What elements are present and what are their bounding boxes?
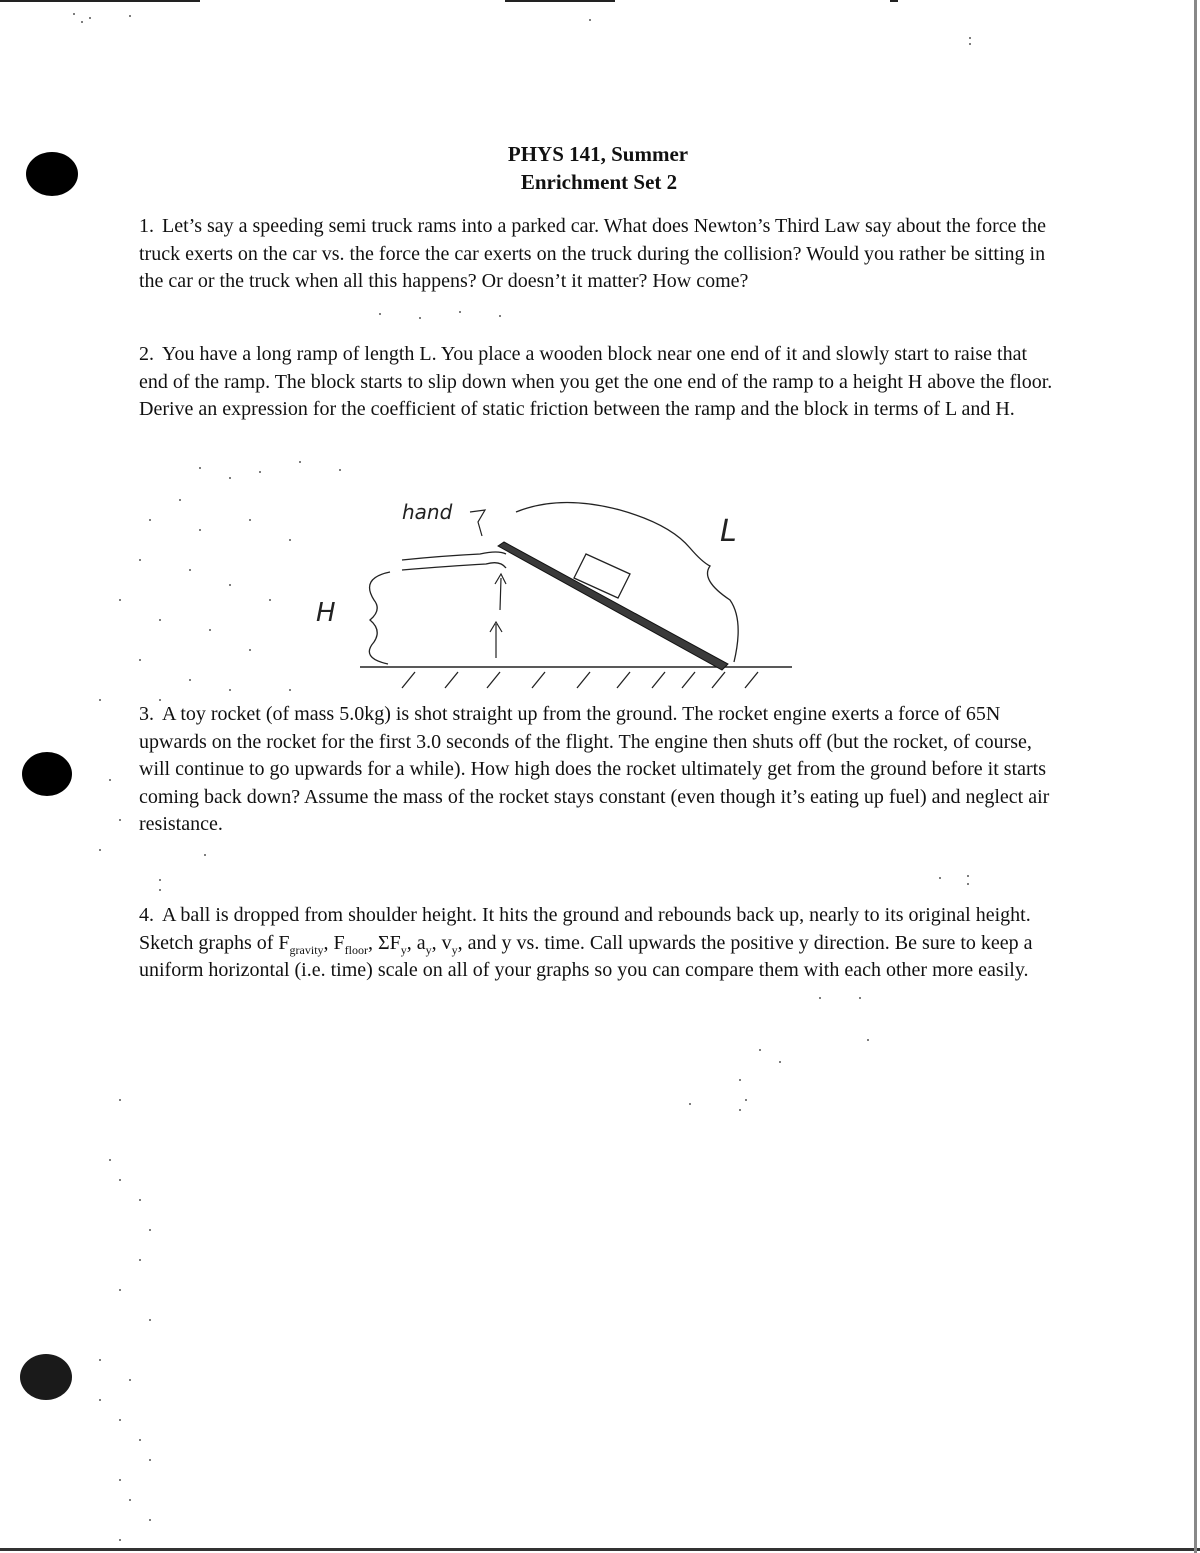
length-brace (516, 502, 738, 662)
subscript-y: y (400, 942, 407, 957)
question-text: You have a long ramp of length L. You place a wooden block near one end of it and slowly start to raise that end of the ramp. The block starts to slip down when you get the one end of the ramp to a height H above the floor. Derive an expression for the coefficient of static friction between the ramp and the block in terms of L and H. (139, 343, 1053, 420)
question-3 (139, 701, 1059, 839)
question-text: Let’s say a speeding semi truck rams into a parked car. What does Newton’s Third Law say about the force the truck exerts on the car vs. the force the car exerts on the truck during the collision? Would you rather be sitting in the car or the truck when all this happens? Or doesn’t it matter? How come? (139, 215, 1046, 292)
subscript-floor: floor (344, 942, 368, 957)
punch-hole-bottom (20, 1354, 72, 1400)
height-label: H (316, 598, 336, 628)
question-2 (139, 341, 1059, 424)
subscript-gravity: gravity (289, 942, 324, 957)
page-right-edge (1194, 0, 1197, 1553)
punch-hole-middle (22, 752, 72, 796)
ramp-plank (498, 542, 728, 670)
question-number: 3. (139, 703, 154, 725)
subscript-y: y (451, 942, 458, 957)
question-text: A ball is dropped from shoulder height. It hits the ground and rebounds back up, nearly to its original height. Sketch graphs of $F_{gravity}$, $F_{floor}$, $\Sigma F_y$, $a_y$, $v_y$, and y vs. time. Call upwards the positive y direction. Be sure to keep a uniform horizontal (i.e. time) scale on all of your graphs so you can compare them with each other more easily. (139, 904, 1033, 981)
question-number: 2. (139, 343, 154, 365)
page-top-edge (0, 0, 1200, 3)
hand-label: hand (402, 500, 453, 524)
question-number: 1. (139, 215, 154, 237)
height-brace (369, 572, 390, 664)
page-bottom-edge (0, 1548, 1200, 1551)
hand-pointer (470, 510, 485, 536)
course-title: PHYS 141, Summer (507, 142, 689, 166)
document-header (0, 140, 1200, 196)
floor-hatching (402, 672, 758, 688)
set-title: Enrichment Set 2 (520, 170, 678, 194)
length-label: L (720, 514, 737, 549)
hand-shape (402, 552, 506, 570)
subscript-y: y (425, 942, 432, 957)
question-1 (139, 213, 1059, 296)
question-number: 4. (139, 904, 154, 926)
question-4 (139, 902, 1059, 985)
ramp-diagram (316, 480, 810, 700)
question-text: A toy rocket (of mass 5.0kg) is shot straight up from the ground. The rocket engine exerts a force of 65N upwards on the rocket for the first 3.0 seconds of the flight. The engine then shuts off (but the rocket, of course, will continue to go upwards for a while). How high does the rocket ultimately get from the ground before it starts coming back down? Assume the mass of the rocket stays constant (even though it’s eating up fuel) and neglect air resistance. (139, 703, 1050, 835)
